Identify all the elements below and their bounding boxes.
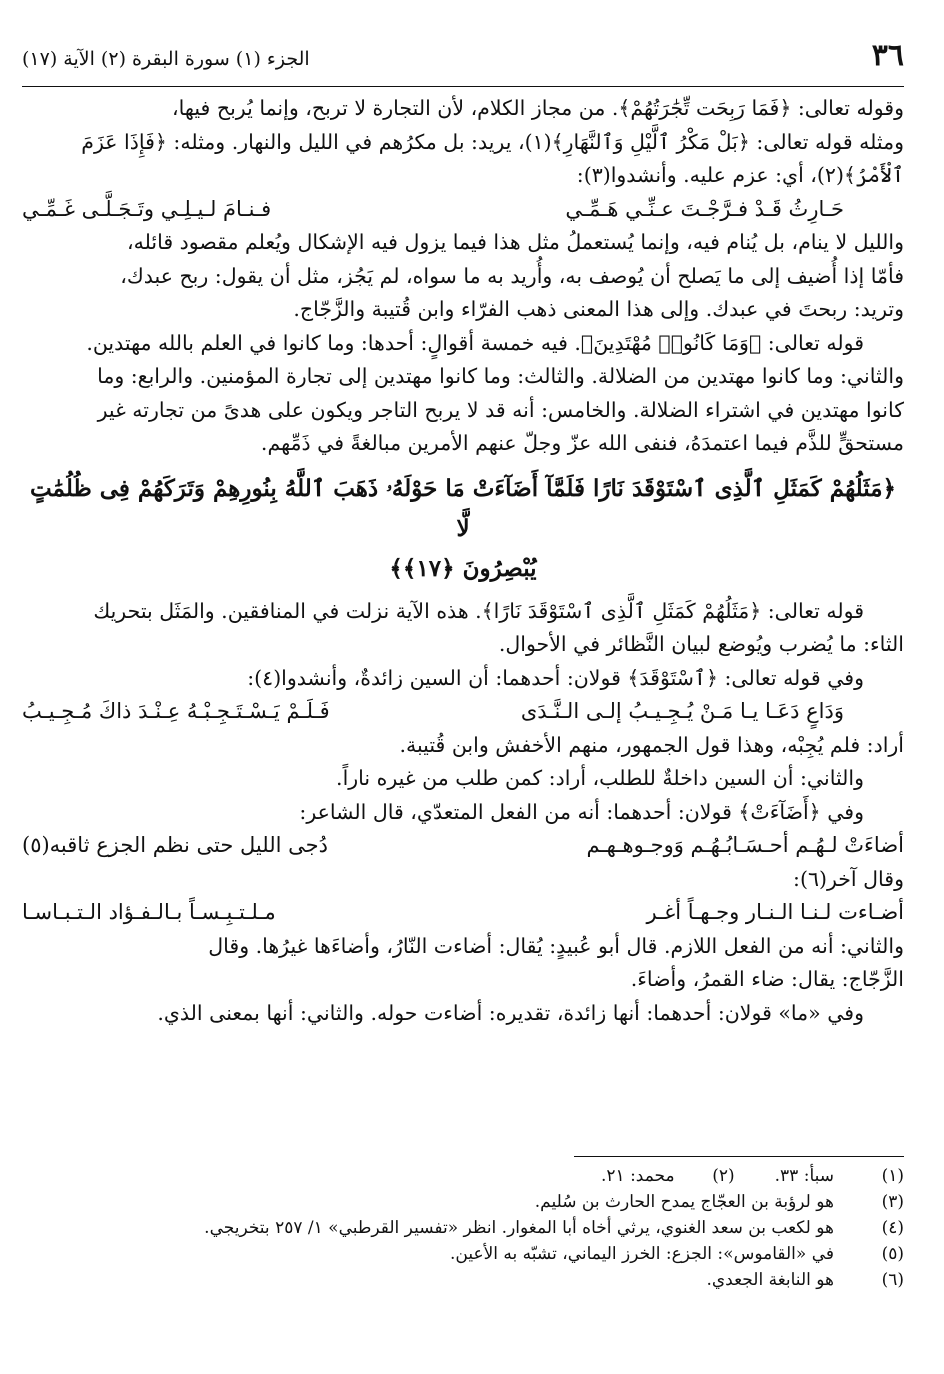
text-line: وقوله تعالى: ﴿فَمَا رَبِحَت تِّجَٰرَتُهُمْ﴾. من مجاز الكلام، لأن التجارة لا تربح، وإنما يُربح فيها، xyxy=(172,96,904,120)
verse-first-hemistich: وَدَاعٍ دَعَـا يـا مَـنْ يُـجِـيـبُ إلـى الـنَّـدَى xyxy=(520,699,844,723)
text-line: والثاني: وما كانوا مهتدين من الضلالة. والثالث: وما كانوا مهتدين إلى تجارة المؤمنين. والرابع: وما xyxy=(97,364,904,388)
text-line: الثاء: ما يُضرب ويُوضع لبيان النَّظائر في الأحوال. xyxy=(498,632,904,656)
footnote-number: (٢) xyxy=(712,1166,735,1186)
quran-verse-line: ﴿مَثَلُهُمْ كَمَثَلِ ٱلَّذِى ٱسْتَوْقَدَ نَارًا فَلَمَّآ أَضَآءَتْ مَا حَوْلَهُۥ ذَهَبَ ٱللَّهُ بِنُورِهِمْ وَتَرَكَهُمْ فِى ظُلُمَٰتٍ لَّا xyxy=(29,474,897,542)
footnote-number: (١) xyxy=(881,1166,904,1186)
poetry-verse xyxy=(22,193,904,227)
text-line: والثاني: أنه من الفعل اللازم. قال أبو عُبيدٍ: يُقال: أضاءت النّارُ، وأضاءَها غيرُها. وقال xyxy=(208,933,904,958)
verse-first-hemistich: أضاءَتْ لـهُـم أحـسَـابُـهُـم وَوجـوهـهـم xyxy=(586,833,904,857)
poetry-verse xyxy=(22,829,904,863)
footnote-row xyxy=(22,1189,904,1215)
footnote-text: هو لرؤبة بن العجّاج يمدح الحارث بن سُليم. xyxy=(534,1192,834,1212)
text-line: وفي «ما» قولان: أحدهما: أنها زائدة، تقديره: أضاءت حوله. والثاني: أنها بمعنى الذي. xyxy=(157,1000,864,1025)
poetry-verse xyxy=(22,896,904,930)
verse-second-hemistich: مـلـتـبِـسـاً بـالـفـؤاد الـتـبـاسـا xyxy=(22,900,276,924)
text-line: مستحقٍّ للذَّم فيما اعتمدَهُ، فنفى الله عزّ وجلّ عنهم الأمرين مبالغةً في ذَمِّهم. xyxy=(260,431,904,455)
footnote-rule xyxy=(574,1156,904,1157)
running-title: الجزء (١) سورة البقرة (٢) الآية (١٧) xyxy=(22,48,310,70)
header-rule xyxy=(22,86,904,87)
verse-second-hemistich: فَـلَـمْ يَـسْـتَـجِـبْـهُ عِـنْـدَ ذاكَ مُـجِـيـبُ xyxy=(22,699,330,723)
footnote-row xyxy=(22,1241,904,1267)
text-line: والثاني: أن السين داخلةٌ للطلب، أراد: كمن طلب من غيره ناراً. xyxy=(336,766,864,790)
footnote-row xyxy=(22,1163,904,1189)
text-line: وفي ﴿أَضَآءَتْ﴾ قولان: أحدهما: أنه من الفعل المتعدّي، قال الشاعر: xyxy=(299,799,864,824)
text-line: وتريد: ربحتَ في عبدك. وإلى هذا المعنى ذهب الفرّاء وابن قُتيبة والزَّجّاج. xyxy=(293,297,904,321)
footnote-row xyxy=(22,1215,904,1241)
text-line: وقال آخر(٦): xyxy=(793,866,904,891)
main-text xyxy=(22,92,904,1030)
text-line: قوله تعالى: ﴿مَثَلُهُمْ كَمَثَلِ ٱلَّذِى ٱسْتَوْقَدَ نَارًا﴾. هذه الآية نزلت في المنافقين. والمَثَل بتحريك xyxy=(93,598,864,623)
footnote-number: (٥) xyxy=(881,1244,904,1264)
footnote-number: (٣) xyxy=(881,1192,904,1212)
footnotes xyxy=(22,1163,904,1293)
page-header xyxy=(22,38,904,82)
verse-first-hemistich: أضـاءت لـنـا الـنـار وجـهـاً أغـر xyxy=(646,900,904,924)
page-number: ٣٦ xyxy=(871,38,904,73)
footnote-number: (٦) xyxy=(881,1270,904,1290)
text-line: وفي قوله تعالى: ﴿ٱسْتَوْقَدَ﴾ قولان: أحدهما: أن السين زائدةٌ، وأنشدوا(٤): xyxy=(247,665,864,690)
text-line: أراد: فلم يُجِبْه، وهذا قول الجمهور، منهم الأخفش وابن قُتيبة. xyxy=(399,732,904,757)
footnote-number: (٤) xyxy=(881,1218,904,1238)
text-line: قوله تعالى: ﴿وَمَا كَانُوا۟ مُهْتَدِينَ﴾. فيه خمسة أقوالٍ: أحدها: وما كانوا في العلم بالله مهتدين. xyxy=(86,330,864,355)
footnote-text: في «القاموس»: الجزع: الخرز اليماني، تشبّه به الأعين. xyxy=(449,1244,834,1264)
quran-verse-line: يُبْصِرُونَ ﴿١٧﴾﴾ xyxy=(389,554,537,582)
verse-second-hemistich: دُجى الليل حتى نظم الجزع ثاقبه(٥) xyxy=(22,833,328,857)
footnote-text: هو النابغة الجعدي. xyxy=(706,1270,834,1290)
poetry-verse xyxy=(22,695,904,729)
text-line: والليل لا ينام، بل يُنام فيه، وإنما يُستعملُ مثل هذا فيما يزول فيه الإشكال ويُعلم مقصود قائله، xyxy=(126,230,904,254)
quran-verse-block xyxy=(22,469,904,589)
footnote-text: سبأ: ٣٣. xyxy=(774,1166,834,1186)
verse-second-hemistich: فـنـامَ لـيـلِـي وتَـجَـلَّـى غَـمِّـي xyxy=(22,196,272,221)
text-line: ومثله قوله تعالى: ﴿بَلْ مَكْرُ ٱلَّيْلِ وَٱلنَّهَارِ﴾(١)، يريد: بل مكرُهم في الليل والنهار. ومثله: ﴿فَإِذَا عَزَمَ xyxy=(81,129,904,154)
text-line: كانوا مهتدين في اشتراء الضلالة. والخامس: أنه قد لا يربح التاجر ويكون على هدىً من تجارته غير xyxy=(97,397,904,422)
footnote-text: محمد: ٢١. xyxy=(601,1166,675,1186)
text-line: فأمّا إذا أُضيف إلى ما يَصلح أن يُوصف به، وأُريد به ما سواه، لم يَجُز، مثل أن يقول: ربح عبدك، xyxy=(120,263,904,288)
footnote-row xyxy=(22,1267,904,1293)
footnote-text: هو لكعب بن سعد الغنوي، يرثي أخاه أبا المغوار. انظر «تفسير القرطبي» ١/ ٢٥٧ بتخريجي. xyxy=(204,1218,834,1238)
verse-first-hemistich: حَـارِثُ قَـدْ فـرَّجْـتَ عـنِّـي هَـمِّـي xyxy=(565,196,844,221)
text-line: الزَّجّاج: يقال: ضاء القمرُ، وأضاءَ. xyxy=(630,967,904,991)
text-line: ٱلْأَمْرُ﴾(٢)، أي: عزم عليه. وأنشدوا(٣): xyxy=(576,163,904,187)
